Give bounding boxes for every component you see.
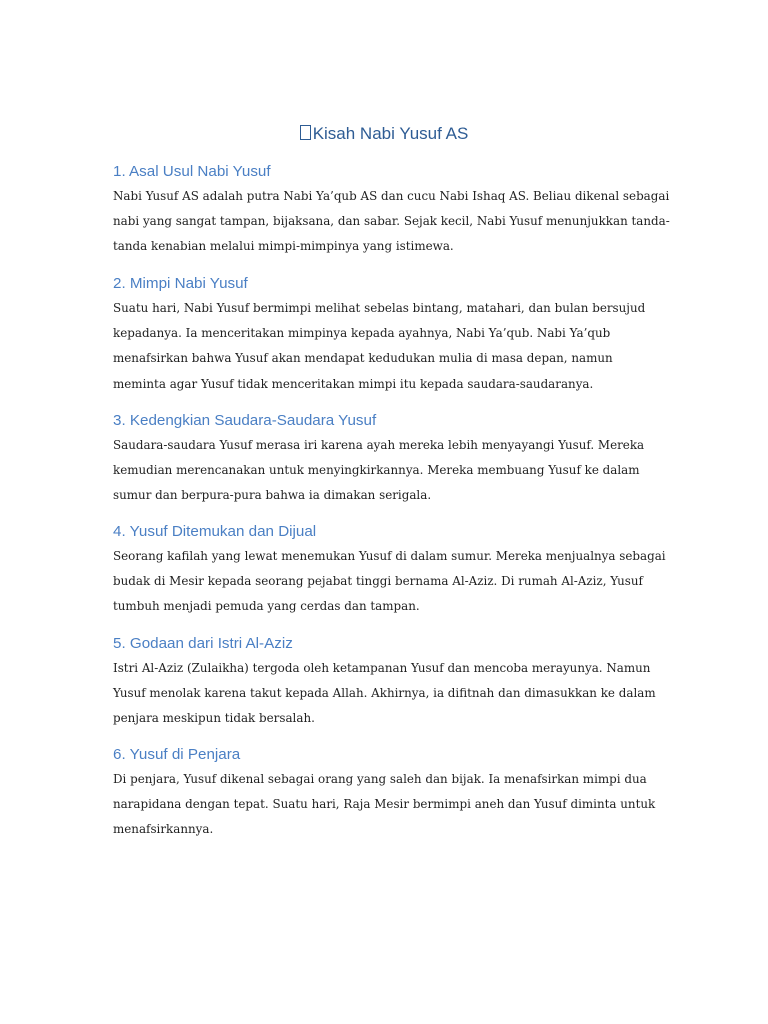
section-paragraph [113,433,658,509]
section-paragraph [113,184,670,260]
section-heading: 4. Yusuf Ditemukan dan Dijual [113,523,317,540]
paragraph-line: Suatu hari, Nabi Yusuf bermimpi melihat sebelas bintang, matahari, dan bulan bersujud [113,301,646,315]
paragraph-line: Nabi Yusuf AS adalah putra Nabi Ya’qub AS dan cucu Nabi Ishaq AS. Beliau dikenal sebagai [113,189,670,203]
box-glyph-icon [300,125,311,140]
paragraph-line: penjara meskipun tidak bersalah. [113,711,315,726]
paragraph-line: tanda kenabian melalui mimpi-mimpinya yang istimewa. [113,239,454,254]
section-heading: 2. Mimpi Nabi Yusuf [113,275,248,292]
paragraph-line: Saudara-saudara Yusuf merasa iri karena ayah mereka lebih menyayangi Yusuf. Mereka [113,438,645,452]
section-heading: 1. Asal Usul Nabi Yusuf [113,163,271,180]
section-heading: 6. Yusuf di Penjara [113,746,241,763]
section-godaan [113,634,658,732]
paragraph-line: Seorang kafilah yang lewat menemukan Yusuf di dalam sumur. Mereka menjualnya sebagai [113,549,666,563]
section-paragraph [113,296,658,397]
section-paragraph [113,767,658,843]
paragraph-line: meminta agar Yusuf tidak menceritakan mimpi itu kepada saudara-saudaranya. [113,376,594,391]
section-heading: 3. Kedengkian Saudara-Saudara Yusuf [113,412,377,429]
paragraph-line: narapidana dengan tepat. Suatu hari, Raja Mesir bermimpi aneh dan Yusuf diminta untuk [113,797,656,812]
paragraph-line: menafsirkannya. [113,822,214,837]
paragraph-line: nabi yang sangat tampan, bijaksana, dan sabar. Sejak kecil, Nabi Yusuf menunjukkan tanda- [113,214,670,229]
paragraph-line: menafsirkan bahwa Yusuf akan mendapat kedudukan mulia di masa depan, namun [113,351,613,366]
paragraph-line: kemudian merencanakan untuk menyingkirkannya. Mereka membuang Yusuf ke dalam [113,463,640,478]
section-kedengkian [113,411,658,509]
section-heading: 5. Godaan dari Istri Al-Aziz [113,635,293,652]
paragraph-line: sumur dan berpura-pura bahwa ia dimakan serigala. [113,488,432,503]
paragraph-line: tumbuh menjadi pemuda yang cerdas dan tampan. [113,599,420,614]
section-paragraph [113,544,666,620]
paragraph-line: Istri Al-Aziz (Zulaikha) tergoda oleh ketampanan Yusuf dan mencoba merayunya. Namun [113,661,651,675]
paragraph-line: Di penjara, Yusuf dikenal sebagai orang yang saleh dan bijak. Ia menafsirkan mimpi dua [113,772,647,786]
document-title [0,124,768,144]
section-ditemukan [113,522,666,620]
paragraph-line: Yusuf menolak karena takut kepada Allah. Akhirnya, ia difitnah dan dimasukkan ke dalam [113,686,656,701]
document-title-text: Kisah Nabi Yusuf AS [312,124,469,143]
section-paragraph [113,656,658,732]
section-mimpi [113,274,658,397]
section-penjara [113,745,658,843]
paragraph-line: budak di Mesir kepada seorang pejabat tinggi bernama Al-Aziz. Di rumah Al-Aziz, Yusuf [113,574,643,589]
paragraph-line: kepadanya. Ia menceritakan mimpinya kepada ayahnya, Nabi Ya’qub. Nabi Ya’qub [113,326,611,341]
section-asal-usul [113,162,670,260]
